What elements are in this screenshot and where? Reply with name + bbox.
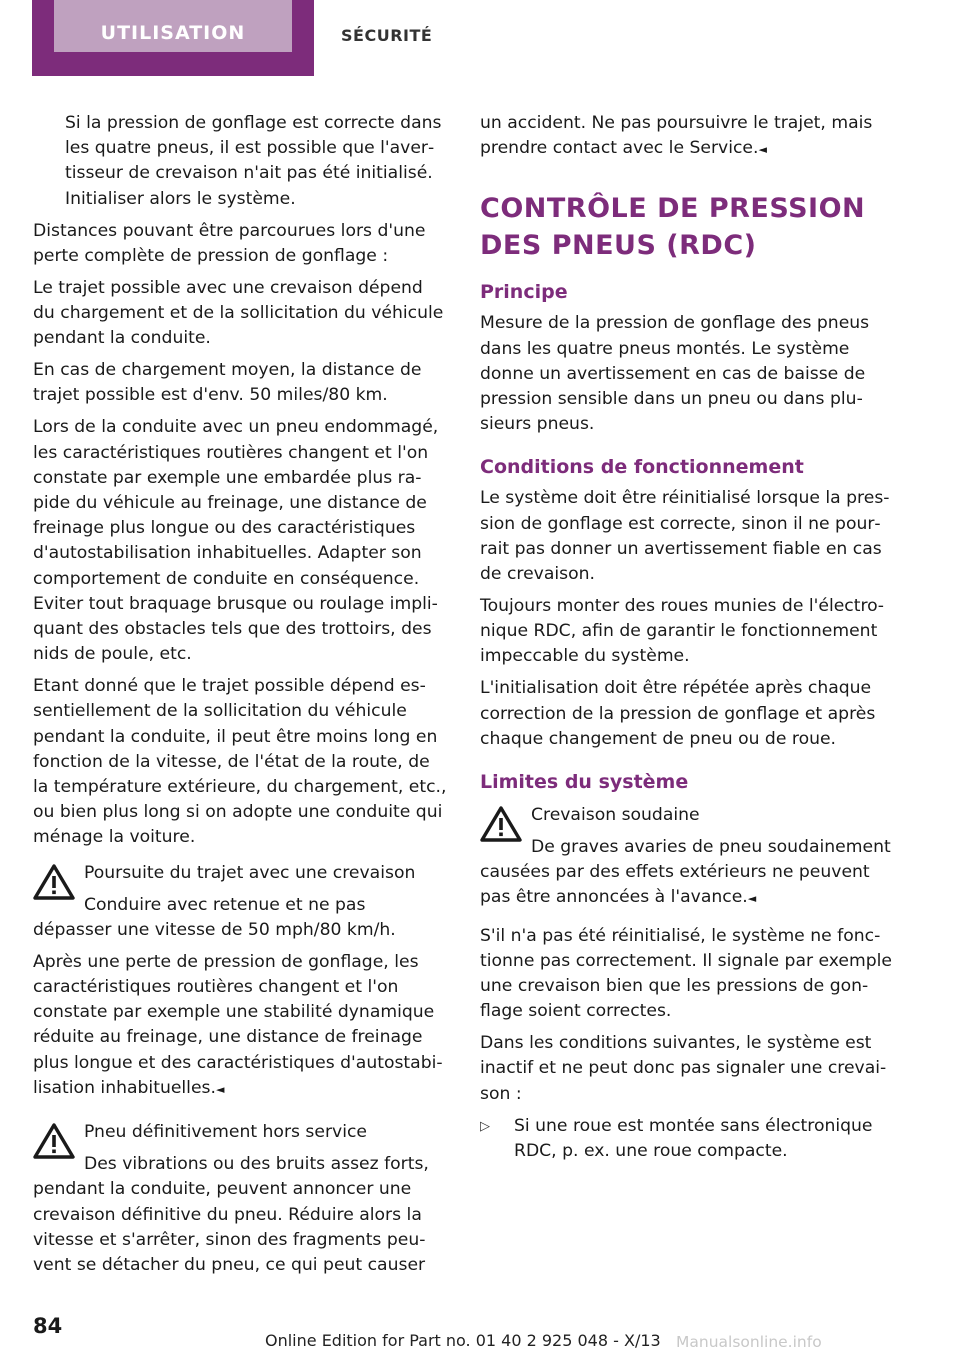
warning-title: Pneu définitivement hors service — [84, 1122, 367, 1143]
paragraph: Dans les conditions suivantes, le système est inactif et ne peut donc pas signaler une crevaison : — [480, 1033, 887, 1104]
warning-text-body: Après une perte de pression de gonflage, les caractéristiques routières changent et l'on constate par exemple une stabilité dynamique réduite au freinage, une distance de freinage plus longue et des caractéristiques d'autostabilisation inhabituelles. — [33, 951, 443, 1098]
subheading-limites: Limites du système — [480, 771, 689, 794]
paragraph: Lors de la conduite avec un pneu endommagé, les caractéristiques routières changent et l'on constate par exemple une embardée plus rapide du véhicule au freinage, une distance de freinage plus longue ou des caractéristiques d'autostabilisation inhabituelles. Adapter son comportement de conduite en conséquence. Eviter tout braquage brusque ou roulage impliquant des obstacles tels que des trottoirs, des nids de poule, etc. — [33, 417, 439, 665]
warning-text — [33, 950, 448, 1102]
page-number: 84 — [33, 1314, 63, 1338]
paragraph-text: un accident. Ne pas poursuivre le trajet, mais prendre contact avec le Service. — [480, 113, 873, 159]
warning-block — [480, 803, 898, 912]
section-heading: CONTRÔLE DE PRESSION DES PNEUS (RDC) — [480, 193, 866, 262]
paragraph: Etant donné que le trajet possible dépend essentiellement de la sollicitation du véhicule pendant la conduite, il peut être moins long en fonction de la vitesse, de l'état de la route, de la température extérieure, du chargement, etc., ou bien plus long si on adopte une conduite qui ménage la voiture. — [33, 676, 447, 848]
paragraph: Le trajet possible avec une crevaison dépend du chargement et de la sollicitation du véhicule pendant la conduite. — [33, 277, 444, 349]
page-header — [0, 0, 960, 76]
paragraph: Si la pression de gonflage est correcte dans les quatre pneus, il est possible que l'avertisseur de crevaison n'ait pas été initialisé. Initialiser alors le système. — [65, 113, 442, 209]
end-mark: ◄ — [758, 143, 767, 157]
warning-text: Conduire avec retenue et ne pas dépasser une vitesse de 50 mph/80 km/h. — [33, 894, 396, 940]
paragraph: Toujours monter des roues munies de l'électronique RDC, afin de garantir le fonctionnement impeccable du système. — [480, 596, 884, 667]
warning-text-body: De graves avaries de pneu soudainement causées par des effets extérieurs ne peuvent pas être annoncées à l'avance. — [480, 837, 891, 908]
subheading-principe: Principe — [480, 281, 568, 304]
section-tab-label: UTILISATION — [100, 22, 246, 44]
warning-title: Crevaison soudaine — [531, 805, 700, 826]
subheading-conditions: Conditions de fonctionnement — [480, 456, 804, 479]
paragraph: En cas de chargement moyen, la distance de trajet possible est d'env. 50 miles/80 km. — [33, 360, 422, 406]
warning-block — [33, 861, 448, 1102]
right-column — [480, 111, 898, 1171]
warning-triangle-icon — [480, 805, 522, 843]
warning-triangle-icon — [33, 1122, 75, 1160]
warning-block — [33, 1120, 448, 1278]
warning-text — [480, 835, 898, 912]
list-item-text: Si une roue est montée sans électronique RDC, p. ex. une roue compacte. — [514, 1115, 873, 1161]
end-mark: ◄ — [215, 1082, 225, 1096]
footer-edition: Online Edition for Part no. 01 40 2 925 048 - X/13 — [265, 1331, 661, 1350]
paragraph — [480, 111, 898, 162]
paragraph: Le système doit être réinitialisé lorsque la pression de gonflage est correcte, sinon il ne pourrait pas donner un avertissement fiable en cas de crevaison. — [480, 488, 890, 585]
end-mark: ◄ — [747, 892, 757, 906]
warning-triangle-icon — [33, 863, 75, 901]
subsection-tab[interactable]: SÉCURITÉ — [341, 26, 433, 45]
paragraph: S'il n'a pas été réinitialisé, le système ne fonctionne pas correctement. Il signale par exemple une crevaison bien que les pressions de gonflage soient correctes. — [480, 925, 892, 1022]
list-item — [480, 1114, 898, 1164]
warning-text: Des vibrations ou des bruits assez forts, pendant la conduite, peuvent annoncer une crevaison définitive du pneu. Réduire alors la vitesse et s'arrêter, sinon des fragments peuvent se détacher du pneu, ce qui peut causer — [33, 1154, 429, 1275]
paragraph: L'initialisation doit être répétée après chaque correction de la pression de gonflage et après chaque changement de pneu ou de roue. — [480, 678, 876, 749]
bullet-triangle-icon: ▷ — [480, 1118, 490, 1134]
left-column — [33, 111, 448, 1285]
paragraph: Distances pouvant être parcourues lors d'une perte complète de pression de gonflage : — [33, 220, 426, 266]
paragraph: Mesure de la pression de gonflage des pneus dans les quatre pneus montés. Le système donne un avertissement en cas de baisse de pression sensible dans un pneu ou dans plusieurs pneus. — [480, 313, 870, 435]
warning-title: Poursuite du trajet avec une crevaison — [84, 862, 416, 883]
footer-watermark: Manualsonline.info — [676, 1333, 822, 1351]
